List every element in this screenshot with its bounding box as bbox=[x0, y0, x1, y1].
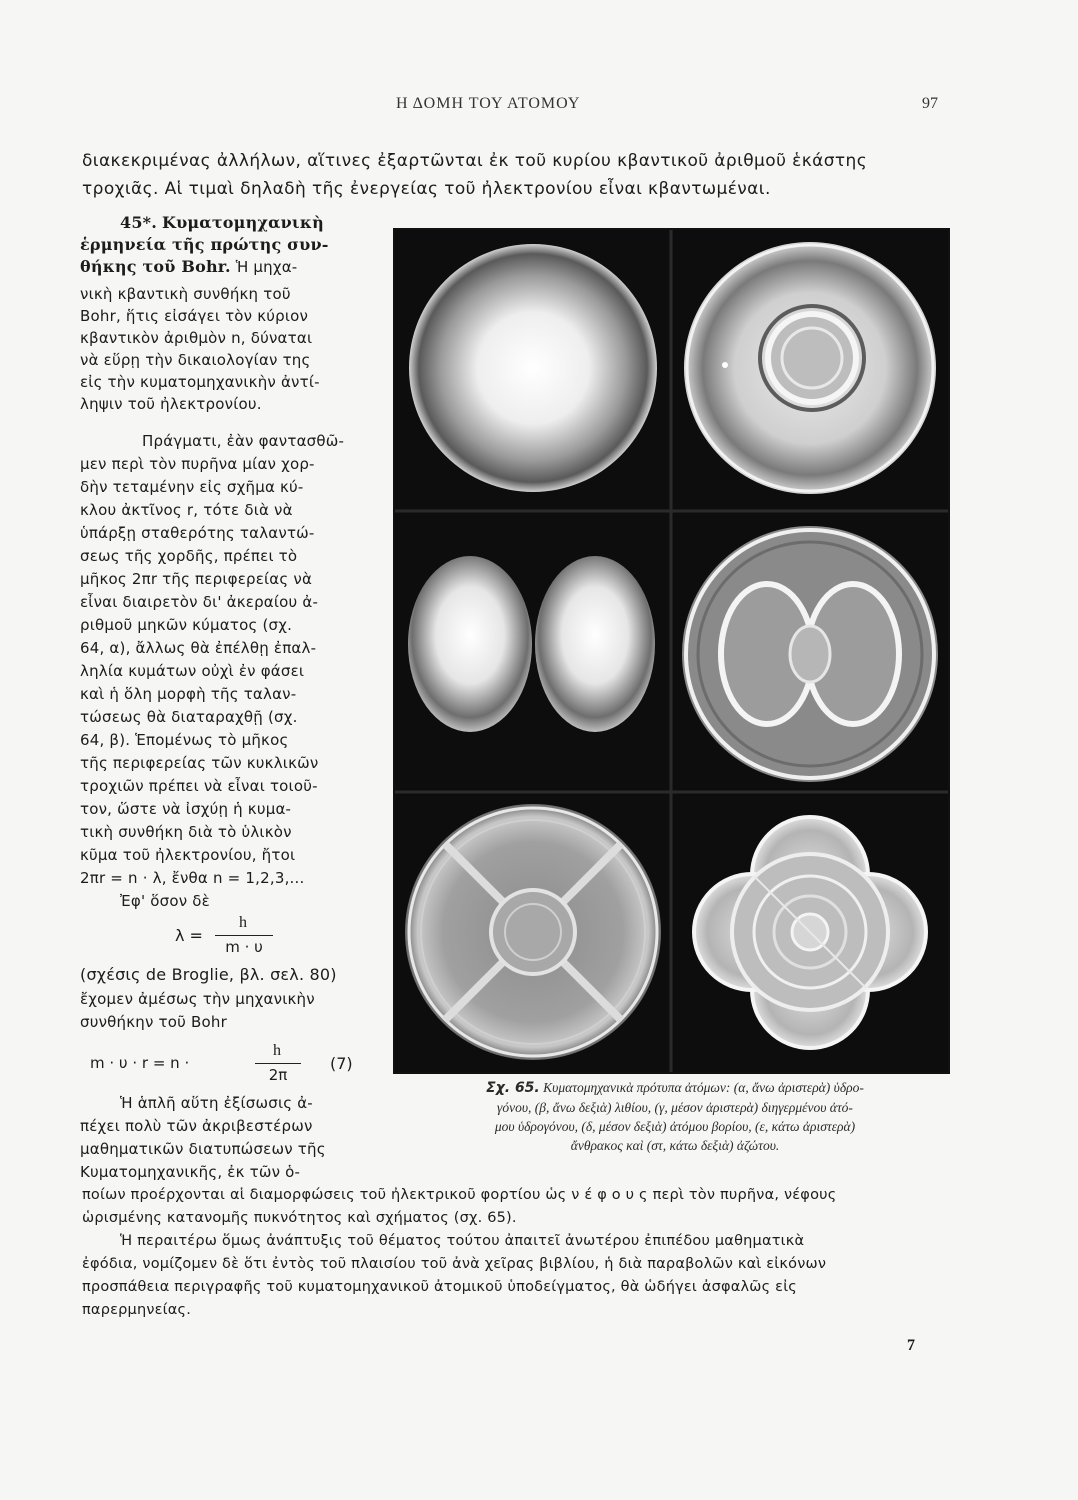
formula-numerator: h bbox=[273, 1042, 281, 1059]
signature-number: 7 bbox=[907, 1337, 915, 1354]
formula-bohr bbox=[80, 1040, 380, 1086]
body-line: μαθηματικῶν διατυπώσεων τῆς bbox=[80, 1140, 326, 1158]
body-line: νικὴ κβαντικὴ συνθήκη τοῦ bbox=[80, 285, 291, 303]
body-line: δὴν τεταμένην εἰς σχῆμα κύ- bbox=[80, 478, 304, 496]
body-line: τικὴ συνθήκη διὰ τὸ ὑλικὸν bbox=[80, 823, 292, 841]
hydrogen-model bbox=[409, 244, 657, 492]
formula-numerator: h bbox=[239, 914, 247, 931]
body-line: 64, α), ἄλλως θὰ ἐπέλθῃ ἐπαλ- bbox=[80, 639, 317, 657]
body-line: ριθμοῦ μηκῶν κύματος (σχ. bbox=[80, 616, 293, 634]
section-heading-row1 bbox=[120, 214, 324, 232]
section-title-2: ἑρμηνεία τῆς πρώτης συν- bbox=[80, 235, 329, 254]
figure-image bbox=[395, 230, 948, 1072]
body-line: παρερμηνείας. bbox=[82, 1302, 192, 1318]
body-line: νὰ εὕρῃ τὴν δικαιολογίαν της bbox=[80, 351, 311, 369]
section-number: 45*. bbox=[120, 213, 158, 232]
section-heading-row3 bbox=[80, 258, 297, 276]
body-line: Ἡ ἁπλῆ αὕτη ἐξίσωσις ἀ- bbox=[120, 1094, 313, 1112]
body-line: συνθήκην τοῦ Bohr bbox=[80, 1013, 227, 1031]
body-line: Πράγματι, ἐὰν φαντασθῶ- bbox=[142, 432, 345, 450]
body-line: Ἡ περαιτέρω ὅμως ἀνάπτυξις τοῦ θέματος τούτου ἀπαιτεῖ ἀνωτέρου ἐπιπέδου μαθηματικὰ bbox=[120, 1233, 805, 1249]
caption-text: Κυματομηχανικὰ πρότυπα ἀτόμων: (α, ἄνω ἀριστερὰ) ὑδρο- bbox=[543, 1080, 864, 1095]
running-title: Η ΔΟΜΗ ΤΟΥ ΑΤΟΜΟΥ bbox=[396, 95, 581, 112]
body-line: μῆκος 2πr τῆς περιφερείας νὰ bbox=[80, 570, 313, 588]
formula-lhs: m · υ · r = n · bbox=[90, 1054, 190, 1072]
body-line: σεως τῆς χορδῆς, πρέπει τὸ bbox=[80, 547, 298, 565]
body-line: πέχει πολὺ τῶν ἀκριβεστέρων bbox=[80, 1117, 313, 1135]
intro-line: τροχιᾶς. Αἱ τιμαὶ δηλαδὴ τῆς ἐνεργείας τοῦ ἠλεκτρονίου εἶναι κβαντωμέναι. bbox=[82, 179, 771, 199]
body-line: ἐφόδια, νομίζομεν δὲ ὅτι ἐντὸς τοῦ πλαισίου τοῦ ἀνὰ χεῖρας βιβλίου, ἡ διὰ παραβολῶν καὶ εἰκόνων bbox=[82, 1256, 827, 1272]
caption-line: μου ὑδρογόνου, (δ, μέσον δεξιὰ) ἀτόμου βορίου, (ε, κάτω ἀριστερὰ) bbox=[494, 1119, 856, 1134]
body-line: εἰς τὴν κυματομηχανικὴν ἀντί- bbox=[80, 373, 320, 391]
section-title-1: Κυματομηχανικὴ bbox=[161, 213, 324, 232]
section-title-3: θήκης τοῦ Bohr. bbox=[80, 257, 231, 276]
caption-line: ἄνθρακος καὶ (στ, κάτω δεξιὰ) ἀζώτου. bbox=[570, 1138, 780, 1153]
body-line: προσπάθεια περιγραφῆς τοῦ κυματομηχανικοῦ ἀτομικοῦ ὑποδείγματος, θὰ ὡδήγει ἀσφαλῶς εἰς bbox=[82, 1279, 798, 1295]
body-line: Ἐφ' ὅσον δὲ bbox=[120, 892, 210, 910]
formula-denominator: 2π bbox=[268, 1066, 288, 1084]
body-line: κλου ἀκτῖνος r, τότε διὰ νὰ bbox=[80, 501, 293, 519]
formula-de-broglie bbox=[175, 914, 325, 958]
body-line: ἔχομεν ἀμέσως τὴν μηχανικὴν bbox=[80, 990, 315, 1008]
equation-tag: (7) bbox=[330, 1054, 353, 1073]
body-line: καὶ ἡ ὅλη μορφὴ τῆς ταλαν- bbox=[80, 685, 297, 703]
body-line: τῆς περιφερείας τῶν κυκλικῶν bbox=[80, 754, 319, 772]
figure-caption bbox=[380, 1078, 970, 1155]
body-line: ληλία κυμάτων οὐχὶ ἐν φάσει bbox=[80, 662, 305, 680]
caption-line: γόνου, (β, ἄνω δεξιὰ) λιθίου, (γ, μέσον ἀριστερὰ) διηγερμένου ἀτό- bbox=[497, 1100, 853, 1115]
caption-label: Σχ. 65. bbox=[486, 1080, 540, 1096]
body-line: κῦμα τοῦ ἠλεκτρονίου, ἤτοι bbox=[80, 846, 296, 864]
nitrogen-model bbox=[694, 817, 926, 1048]
fraction-bar bbox=[215, 935, 273, 936]
body-line: ὡρισμένης κατανομῆς πυκνότητος καὶ σχήματος (σχ. 65). bbox=[82, 1210, 517, 1226]
boron-model bbox=[682, 526, 938, 782]
lithium-model bbox=[684, 242, 936, 494]
body-line: μεν περὶ τὸν πυρῆνα μίαν χορ- bbox=[80, 455, 315, 473]
page-number: 97 bbox=[922, 95, 938, 112]
body-text: Ἡ μηχα- bbox=[235, 258, 298, 276]
section-heading-row2 bbox=[80, 236, 329, 254]
formula-denominator: m · υ bbox=[225, 938, 263, 956]
body-line: Κυματομηχανικῆς, ἐκ τῶν ὁ- bbox=[80, 1163, 301, 1181]
body-line: ποίων προέρχονται αἱ διαμορφώσεις τοῦ ἠλεκτρικοῦ φορτίου ὡς ν έ φ ο υ ς περὶ τὸν πυρῆνα, νέφους bbox=[82, 1187, 837, 1203]
atomic-models-figure bbox=[393, 228, 950, 1074]
intro-line: διακεκριμένας ἀλλήλων, αἵτινες ἐξαρτῶνται ἐκ τοῦ κυρίου κβαντικοῦ ἀριθμοῦ ἑκάστης bbox=[82, 151, 868, 171]
fraction-bar bbox=[255, 1063, 301, 1064]
excited-hydrogen-model bbox=[408, 556, 655, 732]
body-line: 64, β). Ἑπομένως τὸ μῆκος bbox=[80, 731, 289, 749]
body-line: (σχέσις de Broglie, βλ. σελ. 80) bbox=[80, 965, 337, 984]
body-line: ληψιν τοῦ ἠλεκτρονίου. bbox=[80, 395, 262, 413]
formula-lhs: λ = bbox=[175, 926, 203, 945]
carbon-model bbox=[405, 804, 661, 1060]
body-line: κβαντικὸν ἀριθμὸν n, δύναται bbox=[80, 329, 313, 347]
caption-line bbox=[380, 1078, 970, 1098]
page-header bbox=[0, 95, 1078, 121]
body-line: ὑπάρξῃ σταθερότης ταλαντώ- bbox=[80, 524, 315, 542]
body-line: τροχιῶν πρέπει νὰ εἶναι τοιοῦ- bbox=[80, 777, 318, 795]
body-line: τον, ὥστε νὰ ἰσχύῃ ἡ κυμα- bbox=[80, 800, 292, 818]
body-line: εἶναι διαιρετὸν δι' ἀκεραίου ἀ- bbox=[80, 593, 319, 611]
body-line: Bohr, ἥτις εἰσάγει τὸν κύριον bbox=[80, 307, 309, 325]
body-line: τώσεως θὰ διαταραχθῇ (σχ. bbox=[80, 708, 298, 726]
body-line: 2πr = n · λ, ἔνθα n = 1,2,3,... bbox=[80, 869, 305, 887]
